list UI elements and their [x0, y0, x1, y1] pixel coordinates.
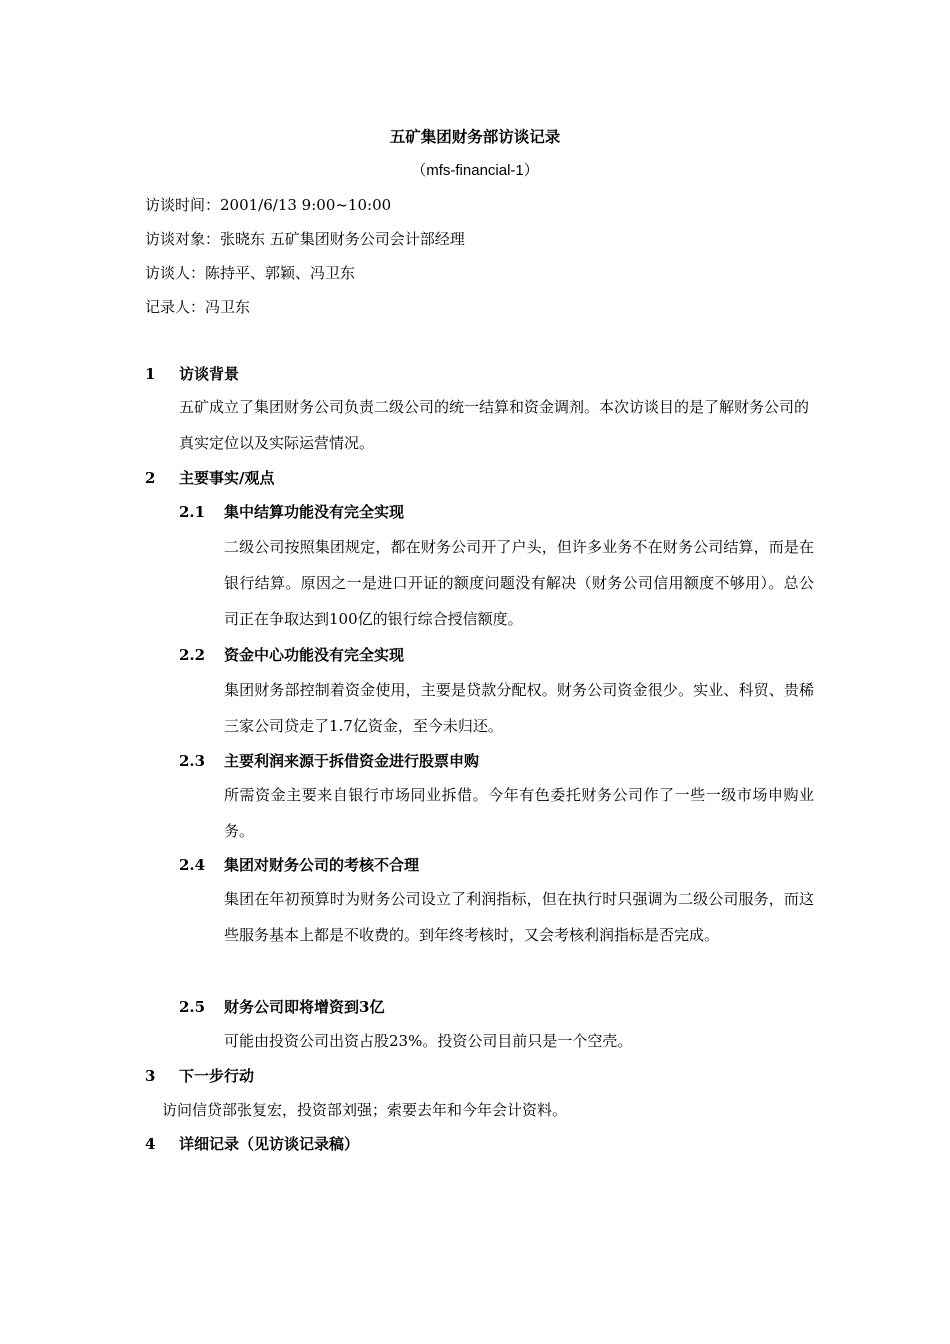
section-title: 主要事实/观点 — [179, 469, 275, 487]
subsection-number: 2.2 — [179, 646, 206, 664]
section-4-heading — [145, 1133, 359, 1155]
interview-time: 访谈时间：2001/6/13 9:00~10:00 — [145, 196, 392, 214]
document-code: （mfs-financial-1） — [411, 162, 539, 179]
section-title: 详细记录（见访谈记录稿） — [179, 1135, 360, 1153]
subsection-2-2-heading — [179, 644, 404, 666]
subsection-title: 主要利润来源于拆借资金进行股票申购 — [224, 752, 480, 770]
subsection-2-5-heading — [179, 996, 384, 1018]
subsection-title: 资金中心功能没有完全实现 — [224, 646, 405, 664]
subsection-2-4-body: 集团在年初预算时为财务公司设立了利润指标，但在执行时只强调为二级公司服务，而这些服务基本上都是不收费的。到年终考核时，又会考核利润指标是否完成。 — [224, 890, 814, 944]
subsection-number: 2.5 — [179, 998, 206, 1016]
interview-subject: 访谈对象：张晓东 五矿集团财务公司会计部经理 — [145, 230, 465, 248]
section-1-body: 五矿成立了集团财务公司负责二级公司的统一结算和资金调剂。本次访谈目的是了解财务公司的真实定位以及实际运营情况。 — [179, 398, 810, 452]
subsection-title: 集团对财务公司的考核不合理 — [224, 856, 420, 874]
section-3-heading — [145, 1065, 254, 1087]
section-number: 3 — [145, 1067, 156, 1085]
document-title: 五矿集团财务部访谈记录 — [389, 127, 561, 146]
subsection-2-3-body: 所需资金主要来自银行市场同业拆借。今年有色委托财务公司作了一些一级市场申购业务。 — [224, 786, 814, 840]
section-number: 4 — [145, 1135, 156, 1153]
subsection-title: 财务公司即将增资到3亿 — [224, 998, 385, 1016]
recorder: 记录人：冯卫东 — [145, 298, 251, 316]
subsection-number: 2.1 — [179, 503, 206, 521]
interviewers: 访谈人：陈持平、郭颖、冯卫东 — [145, 264, 356, 282]
section-number: 2 — [145, 469, 156, 487]
subsection-2-4-heading — [179, 854, 419, 876]
section-title: 下一步行动 — [179, 1067, 255, 1085]
subsection-number: 2.3 — [179, 752, 206, 770]
subsection-number: 2.4 — [179, 856, 206, 874]
subsection-2-1-body: 二级公司按照集团规定，都在财务公司开了户头，但许多业务不在财务公司结算，而是在银行结算。原因之一是进口开证的额度问题没有解决（财务公司信用额度不够用）。总公司正在争取达到100亿的银行综合授信额度。 — [224, 538, 814, 628]
section-1-heading — [145, 363, 239, 385]
section-3-body: 访问信贷部张复宏，投资部刘强；索要去年和今年会计资料。 — [162, 1101, 568, 1119]
subsection-title: 集中结算功能没有完全实现 — [224, 503, 405, 521]
subsection-2-1-heading — [179, 501, 404, 523]
section-title: 访谈背景 — [179, 365, 240, 383]
subsection-2-3-heading — [179, 750, 479, 772]
subsection-2-5-body: 可能由投资公司出资占股23%。投资公司目前只是一个空壳。 — [224, 1032, 633, 1050]
section-number: 1 — [145, 365, 156, 383]
section-2-heading — [145, 467, 274, 489]
subsection-2-2-body: 集团财务部控制着资金使用，主要是贷款分配权。财务公司资金很少。实业、科贸、贵稀三家公司贷走了1.7亿资金，至今未归还。 — [224, 681, 814, 735]
